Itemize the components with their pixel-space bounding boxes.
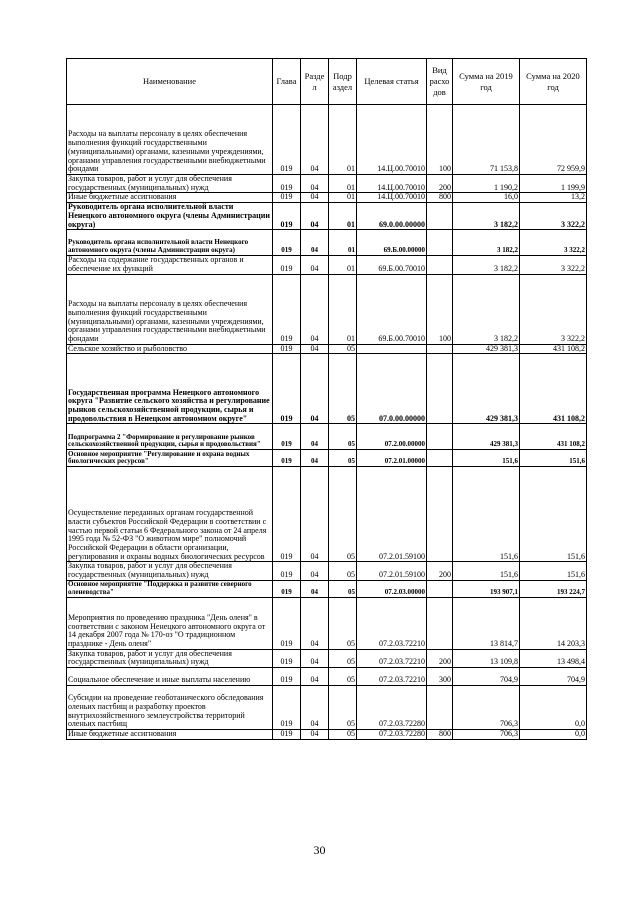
cell-vid: 200 xyxy=(427,562,453,580)
cell-target: 69.0.00.00000 xyxy=(357,203,427,230)
cell-podrazdel: 05 xyxy=(329,686,357,730)
table-row xyxy=(67,424,587,450)
cell-podrazdel: 05 xyxy=(329,668,357,686)
cell-razdel: 04 xyxy=(301,730,329,740)
cell-glava: 019 xyxy=(273,467,301,562)
cell-s2019: 706,3 xyxy=(453,686,520,730)
cell-s2020: 3 322,2 xyxy=(520,230,587,256)
cell-name: Основное мероприятие "Поддержка и развитие северного оленеводства" xyxy=(67,580,273,597)
cell-name: Иные бюджетные ассигнования xyxy=(67,193,273,203)
cell-podrazdel: 01 xyxy=(329,203,357,230)
table-row xyxy=(67,193,587,203)
table-row xyxy=(67,344,587,354)
table-row xyxy=(67,175,587,193)
cell-target: 07.2.03.72210 xyxy=(357,668,427,686)
cell-glava: 019 xyxy=(273,649,301,667)
cell-s2020: 151,6 xyxy=(520,562,587,580)
cell-name: Государственная программа Ненецкого автономного округа "Развитие сельского хозяйства и регулирование рынков сельскохозяйственной продукции, сырья и продовольствия в Ненецком автономном округе" xyxy=(67,354,273,424)
cell-vid xyxy=(427,344,453,354)
cell-glava: 019 xyxy=(273,450,301,467)
cell-name: Закупка товаров, работ и услуг для обеспечения государственных (муниципальных) нужд xyxy=(67,175,273,193)
cell-glava: 019 xyxy=(273,730,301,740)
cell-s2019: 704,9 xyxy=(453,668,520,686)
table-row xyxy=(67,450,587,467)
cell-s2019: 16,0 xyxy=(453,193,520,203)
cell-glava: 019 xyxy=(273,203,301,230)
cell-s2019: 429 381,3 xyxy=(453,344,520,354)
header-glava: Глава xyxy=(273,59,301,105)
cell-s2019: 429 381,3 xyxy=(453,354,520,424)
cell-vid xyxy=(427,450,453,467)
cell-vid xyxy=(427,354,453,424)
cell-target: 07.2.03.72210 xyxy=(357,597,427,649)
cell-name: Расходы на содержание государственных органов и обеспечение их функций xyxy=(67,256,273,274)
cell-target: 14.Ц.00.70010 xyxy=(357,105,427,175)
cell-podrazdel: 01 xyxy=(329,105,357,175)
cell-glava: 019 xyxy=(273,193,301,203)
cell-glava: 019 xyxy=(273,424,301,450)
cell-s2020: 0,0 xyxy=(520,730,587,740)
cell-razdel: 04 xyxy=(301,668,329,686)
cell-name: Мероприятия по проведению праздника "День оленя" в соответствии с законом Ненецкого автономного округа от 14 декабря 2007 года № 170-оз "О традиционном празднике - День оленя" xyxy=(67,597,273,649)
table-row xyxy=(67,597,587,649)
cell-razdel: 04 xyxy=(301,597,329,649)
cell-razdel: 04 xyxy=(301,274,329,344)
cell-name: Подпрограмма 2 "Формирование и регулирование рынков сельскохозяйственной продукции, сырья и продовольствия" xyxy=(67,424,273,450)
cell-razdel: 04 xyxy=(301,424,329,450)
cell-razdel: 04 xyxy=(301,467,329,562)
cell-name: Основное мероприятие "Регулирование и охрана водных биологических ресурсов" xyxy=(67,450,273,467)
cell-razdel: 04 xyxy=(301,354,329,424)
table-row xyxy=(67,467,587,562)
cell-name: Субсидии на проведение геоботанического обследования оленьих пастбищ и разработку проектов внутрихозяйственного землеустройства территорий оленьих пастбищ xyxy=(67,686,273,730)
cell-s2020: 151,6 xyxy=(520,467,587,562)
cell-s2019: 3 182,2 xyxy=(453,230,520,256)
cell-s2020: 3 322,2 xyxy=(520,203,587,230)
cell-podrazdel: 05 xyxy=(329,562,357,580)
cell-vid: 200 xyxy=(427,175,453,193)
cell-razdel: 04 xyxy=(301,105,329,175)
cell-target: 07.2.01.59100 xyxy=(357,467,427,562)
cell-vid xyxy=(427,203,453,230)
page-number: 30 xyxy=(313,843,326,857)
cell-name: Расходы на выплаты персоналу в целях обеспечения выполнения функций государственными (муниципальными) органами, казенными учреждениями, органами управления государственными внебюджетными фондами xyxy=(67,105,273,175)
cell-podrazdel: 05 xyxy=(329,450,357,467)
table-row xyxy=(67,203,587,230)
header-vid: Вид расхо дов xyxy=(427,59,453,105)
cell-s2020: 1 199,9 xyxy=(520,175,587,193)
cell-target: 07.2.01.59100 xyxy=(357,562,427,580)
cell-razdel: 04 xyxy=(301,230,329,256)
table-row xyxy=(67,105,587,175)
cell-glava: 019 xyxy=(273,562,301,580)
cell-podrazdel: 01 xyxy=(329,175,357,193)
cell-s2020: 72 959,9 xyxy=(520,105,587,175)
cell-name: Иные бюджетные ассигнования xyxy=(67,730,273,740)
cell-s2020: 13 498,4 xyxy=(520,649,587,667)
header-sum-2019: Сумма на 2019 год xyxy=(453,59,520,105)
table-row xyxy=(67,686,587,730)
cell-glava: 019 xyxy=(273,344,301,354)
cell-razdel: 04 xyxy=(301,256,329,274)
header-sum-2020: Сумма на 2020 год xyxy=(520,59,587,105)
cell-razdel: 04 xyxy=(301,450,329,467)
cell-razdel: 04 xyxy=(301,686,329,730)
cell-razdel: 04 xyxy=(301,649,329,667)
cell-s2019: 151,6 xyxy=(453,562,520,580)
cell-glava: 019 xyxy=(273,354,301,424)
cell-s2020: 431 108,2 xyxy=(520,424,587,450)
cell-glava: 019 xyxy=(273,105,301,175)
cell-podrazdel: 05 xyxy=(329,580,357,597)
cell-glava: 019 xyxy=(273,580,301,597)
cell-podrazdel: 05 xyxy=(329,354,357,424)
cell-podrazdel: 05 xyxy=(329,597,357,649)
cell-podrazdel: 05 xyxy=(329,467,357,562)
cell-vid xyxy=(427,424,453,450)
cell-podrazdel: 01 xyxy=(329,256,357,274)
header-razdel: Разде л xyxy=(301,59,329,105)
cell-target: 69.Б.00.70010 xyxy=(357,256,427,274)
cell-glava: 019 xyxy=(273,274,301,344)
cell-s2020: 3 322,2 xyxy=(520,256,587,274)
cell-vid: 100 xyxy=(427,105,453,175)
cell-name: Закупка товаров, работ и услуг для обеспечения государственных (муниципальных) нужд xyxy=(67,562,273,580)
cell-razdel: 04 xyxy=(301,580,329,597)
cell-s2019: 151,6 xyxy=(453,467,520,562)
table-row xyxy=(67,562,587,580)
cell-razdel: 04 xyxy=(301,344,329,354)
cell-target: 14.Ц.00.70010 xyxy=(357,193,427,203)
cell-target: 69.Б.00.70010 xyxy=(357,274,427,344)
cell-vid xyxy=(427,230,453,256)
cell-name: Осуществление переданных органам государственной власти субъектов Российской Федерации в соответствии с частью первой статьи 6 Федерального закона от 24 апреля 1995 года № 52-ФЗ "О животном мире" полномочий Российской Федерации в области организации, регулирования и охраны водных биологических ресурсов xyxy=(67,467,273,562)
cell-podrazdel: 01 xyxy=(329,193,357,203)
cell-s2020: 0,0 xyxy=(520,686,587,730)
table-row xyxy=(67,649,587,667)
cell-name: Руководитель органа исполнительной власти Ненецкого автономного округа (члены Администрации округа) xyxy=(67,230,273,256)
table-row xyxy=(67,230,587,256)
cell-vid xyxy=(427,686,453,730)
cell-podrazdel: 05 xyxy=(329,424,357,450)
cell-razdel: 04 xyxy=(301,175,329,193)
cell-razdel: 04 xyxy=(301,203,329,230)
cell-s2019: 3 182,2 xyxy=(453,274,520,344)
cell-podrazdel: 01 xyxy=(329,274,357,344)
table-row xyxy=(67,274,587,344)
cell-vid: 800 xyxy=(427,193,453,203)
cell-podrazdel: 01 xyxy=(329,230,357,256)
cell-target: 07.2.00.00000 xyxy=(357,424,427,450)
cell-s2020: 13,2 xyxy=(520,193,587,203)
cell-podrazdel: 05 xyxy=(329,730,357,740)
cell-target: 07.2.03.72210 xyxy=(357,649,427,667)
cell-s2019: 193 907,1 xyxy=(453,580,520,597)
cell-razdel: 04 xyxy=(301,193,329,203)
cell-target: 07.2.01.00000 xyxy=(357,450,427,467)
table-row xyxy=(67,580,587,597)
cell-vid: 100 xyxy=(427,274,453,344)
header-podrazdel: Подр аздел xyxy=(329,59,357,105)
cell-target: 07.2.03.72280 xyxy=(357,686,427,730)
cell-vid xyxy=(427,580,453,597)
cell-name: Закупка товаров, работ и услуг для обеспечения государственных (муниципальных) нужд xyxy=(67,649,273,667)
cell-s2020: 704,9 xyxy=(520,668,587,686)
cell-glava: 019 xyxy=(273,256,301,274)
cell-name: Социальное обеспечение и иные выплаты населению xyxy=(67,668,273,686)
cell-s2019: 429 381,3 xyxy=(453,424,520,450)
cell-s2020: 151,6 xyxy=(520,450,587,467)
cell-s2019: 71 153,8 xyxy=(453,105,520,175)
cell-vid: 200 xyxy=(427,649,453,667)
cell-s2020: 431 108,2 xyxy=(520,354,587,424)
cell-s2019: 3 182,2 xyxy=(453,256,520,274)
cell-target: 69.Б.00.00000 xyxy=(357,230,427,256)
table-row xyxy=(67,668,587,686)
cell-s2019: 13 814,7 xyxy=(453,597,520,649)
table-header-row xyxy=(67,59,587,105)
cell-s2019: 151,6 xyxy=(453,450,520,467)
cell-vid: 800 xyxy=(427,730,453,740)
header-name: Наименование xyxy=(67,59,273,105)
cell-s2019: 3 182,2 xyxy=(453,203,520,230)
cell-glava: 019 xyxy=(273,230,301,256)
cell-glava: 019 xyxy=(273,175,301,193)
cell-glava: 019 xyxy=(273,686,301,730)
cell-glava: 019 xyxy=(273,668,301,686)
cell-s2019: 706,3 xyxy=(453,730,520,740)
cell-target: 07.2.03.00000 xyxy=(357,580,427,597)
header-target: Целевая статья xyxy=(357,59,427,105)
cell-target: 07.0.00.00000 xyxy=(357,354,427,424)
cell-razdel: 04 xyxy=(301,562,329,580)
cell-s2019: 1 190,2 xyxy=(453,175,520,193)
cell-podrazdel: 05 xyxy=(329,649,357,667)
cell-vid: 300 xyxy=(427,668,453,686)
cell-s2020: 193 224,7 xyxy=(520,580,587,597)
cell-s2020: 3 322,2 xyxy=(520,274,587,344)
cell-vid xyxy=(427,467,453,562)
cell-s2020: 14 203,3 xyxy=(520,597,587,649)
cell-s2020: 431 108,2 xyxy=(520,344,587,354)
table-row xyxy=(67,256,587,274)
cell-target: 14.Ц.00.70010 xyxy=(357,175,427,193)
cell-target: 07.2.03.72280 xyxy=(357,730,427,740)
table-row xyxy=(67,354,587,424)
cell-glava: 019 xyxy=(273,597,301,649)
cell-vid xyxy=(427,597,453,649)
table-body xyxy=(67,105,587,740)
cell-vid xyxy=(427,256,453,274)
table-row xyxy=(67,730,587,740)
cell-name: Расходы на выплаты персоналу в целях обеспечения выполнения функций государственными (муниципальными) органами, казенными учреждениями, органами управления государственными внебюджетными фондами xyxy=(67,274,273,344)
cell-podrazdel: 05 xyxy=(329,344,357,354)
cell-name: Сельское хозяйство и рыболовство xyxy=(67,344,273,354)
cell-s2019: 13 109,8 xyxy=(453,649,520,667)
budget-table xyxy=(66,58,587,740)
cell-name: Руководитель органа исполнительной власти Ненецкого автономного округа (члены Администрации округа) xyxy=(67,203,273,230)
cell-target xyxy=(357,344,427,354)
